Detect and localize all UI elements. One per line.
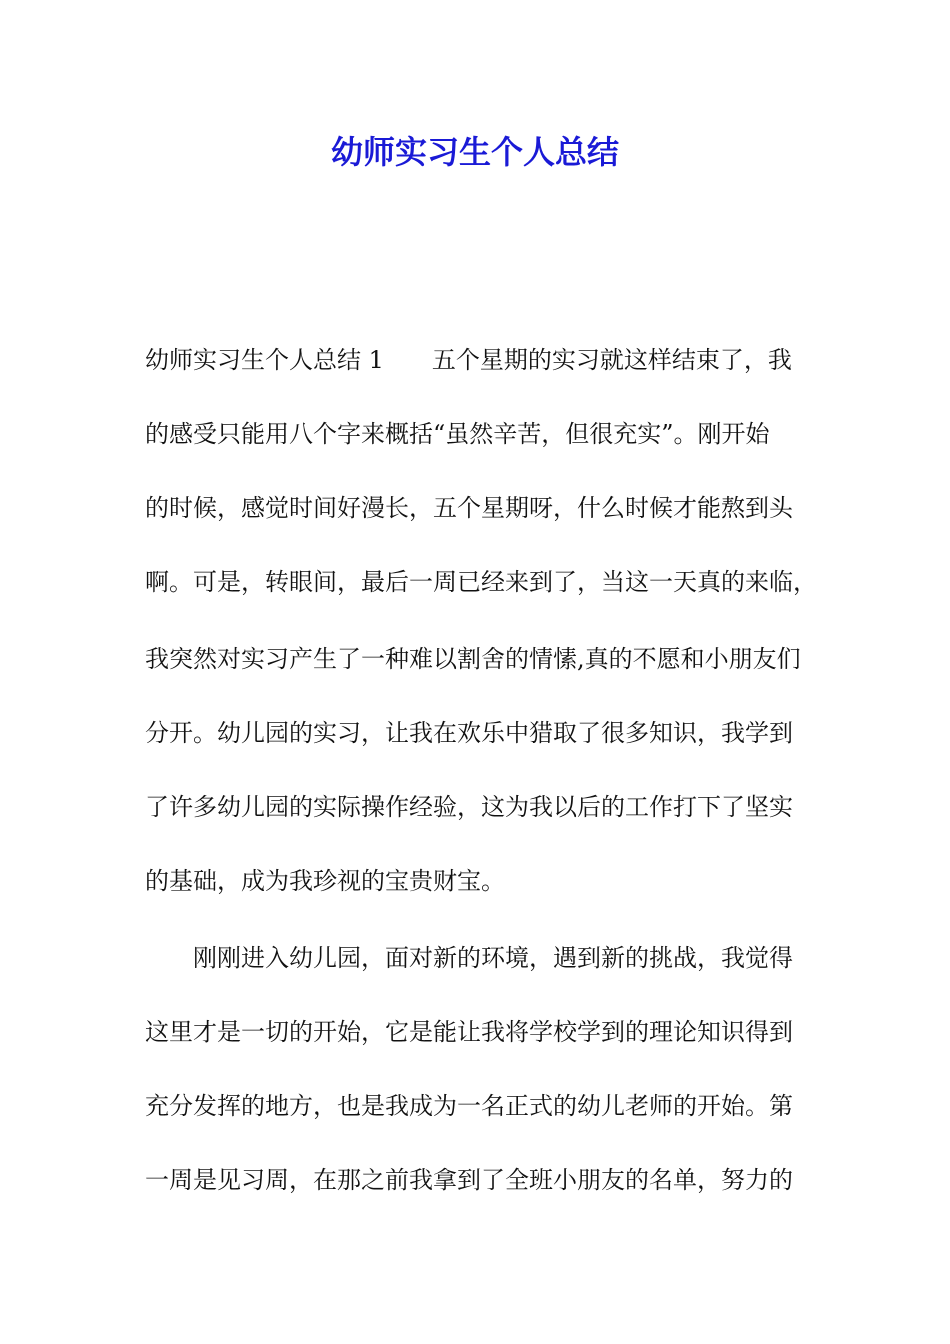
body-line: 充分发挥的地方，也是我成为一名正式的幼儿老师的开始。第 xyxy=(145,1092,793,1120)
body-line: 的时候，感觉时间好漫长，五个星期呀，什么时候才能熬到头 xyxy=(145,494,793,522)
body-line: 我突然对实习产生了一种难以割舍的情愫,真的不愿和小朋友们 xyxy=(145,645,801,673)
body-line: 刚刚进入幼儿园，面对新的环境，遇到新的挑战，我觉得 xyxy=(145,944,793,972)
body-line: 了许多幼儿园的实际操作经验，这为我以后的工作打下了坚实 xyxy=(145,793,793,821)
body-line: 幼师实习生个人总结 1 五个星期的实习就这样结束了，我 xyxy=(145,346,792,374)
body-line: 这里才是一切的开始，它是能让我将学校学到的理论知识得到 xyxy=(145,1018,793,1046)
body-line: 分开。幼儿园的实习，让我在欢乐中猎取了很多知识，我学到 xyxy=(145,719,793,747)
body-line: 一周是见习周，在那之前我拿到了全班小朋友的名单，努力的 xyxy=(145,1166,793,1194)
body-line: 的感受只能用八个字来概括“虽然辛苦，但很充实”。刚开始 xyxy=(145,420,770,448)
body-line: 啊。可是，转眼间，最后一周已经来到了，当这一天真的来临， xyxy=(145,568,817,596)
body-line: 的基础，成为我珍视的宝贵财宝。 xyxy=(145,867,505,895)
document-title: 幼师实习生个人总结 xyxy=(330,133,619,171)
